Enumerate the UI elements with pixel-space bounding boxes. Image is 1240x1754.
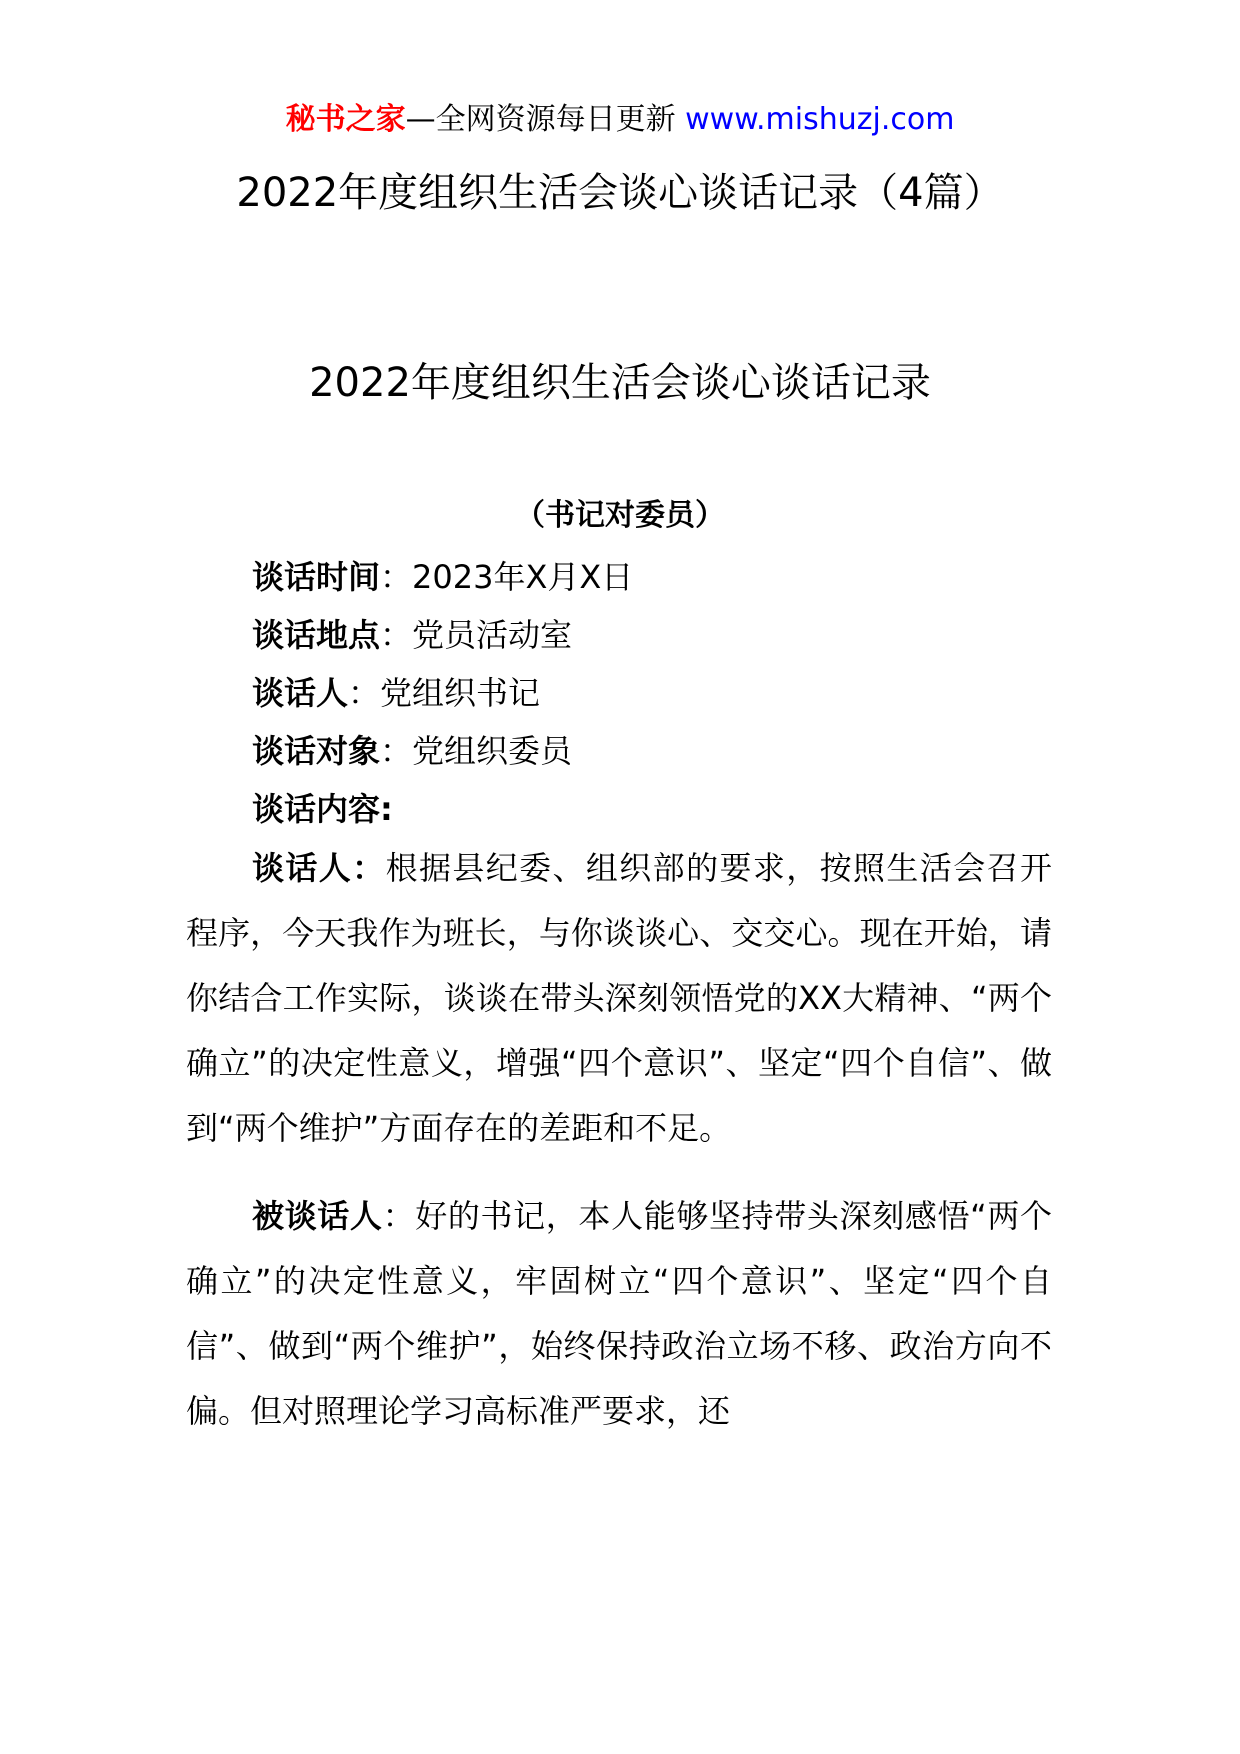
- site-tagline: —全网资源每日更新: [405, 102, 686, 137]
- field-speaker-label: 谈话人: [252, 674, 349, 712]
- field-target-label: 谈话对象: [252, 732, 381, 770]
- section-title: 2022年度组织生活会谈心谈话记录: [309, 360, 931, 406]
- field-content: [252, 787, 393, 831]
- paragraph-speaker: [186, 836, 1052, 1161]
- site-url-link[interactable]: www.mishuzj.com: [685, 102, 955, 137]
- field-place-value: ：党员活动室: [380, 616, 573, 654]
- paragraph-respondent-label: 被谈话人: [252, 1197, 383, 1235]
- field-target-value: ：党组织委员: [380, 732, 573, 770]
- paragraph-speaker-text: 根据县纪委、组织部的要求，按照生活会召开程序，今天我作为班长，与你谈谈心、交交心。现在开始，请你结合工作实际，谈谈在带头深刻领悟党的XX大精神、“两个确立”的决定性意义，增强“四个意识”、坚定“四个自信”、做到“两个维护”方面存在的差距和不足。: [186, 849, 1052, 1147]
- field-time-label: 谈话时间: [252, 558, 381, 596]
- field-target: [252, 729, 572, 773]
- section-subtitle: （书记对委员）: [515, 498, 725, 533]
- site-header: [0, 98, 1240, 142]
- field-place-label: 谈话地点: [252, 616, 381, 654]
- field-time-value: ：2023年X月X日: [380, 558, 634, 596]
- paragraph-respondent-text: ：好的书记，本人能够坚持带头深刻感悟“两个确立”的决定性意义，牢固树立“四个意识”、坚定“四个自信”、做到“两个维护”，始终保持政治立场不移、政治方向不偏。但对照理论学习高标准严要求，还: [186, 1197, 1052, 1430]
- field-content-label: 谈话内容:: [252, 790, 393, 828]
- paragraph-speaker-label: 谈话人：: [252, 849, 386, 887]
- paragraph-respondent: [186, 1184, 1052, 1444]
- field-place: [252, 613, 572, 657]
- field-speaker-value: ：党组织书记: [348, 674, 541, 712]
- field-speaker: [252, 671, 540, 715]
- site-brand: 秘书之家: [285, 102, 406, 137]
- document-title: 2022年度组织生活会谈心谈话记录（4篇）: [236, 170, 1004, 216]
- field-time: [252, 555, 633, 599]
